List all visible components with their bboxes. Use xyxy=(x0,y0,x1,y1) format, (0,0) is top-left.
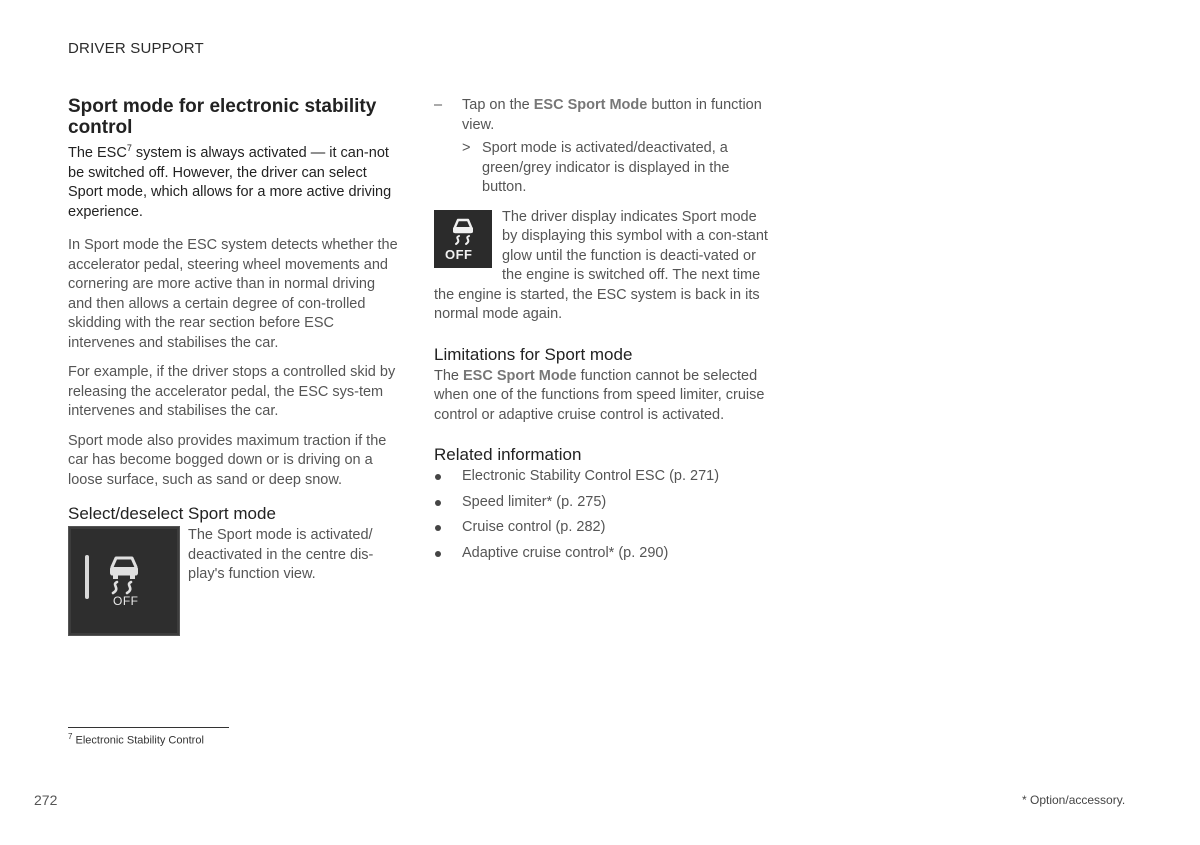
esc-sport-mode-term: ESC Sport Mode xyxy=(533,97,648,113)
related-link-adaptive-cruise[interactable]: Adaptive cruise control* (p. 290) xyxy=(434,544,770,564)
intro-text-b: system is always activated — it can-not be switched off. However, the driver can select Sport mode, which allows for a more active driving experience. xyxy=(68,145,392,220)
indicator-off-label: OFF xyxy=(445,246,473,262)
footnote-divider xyxy=(68,727,229,728)
footnote xyxy=(68,732,204,747)
button-off-label: OFF xyxy=(113,594,139,608)
body-paragraph-1: In Sport mode the ESC system detects whether the accelerator pedal, steering wheel movements and cornering are more active than in normal driving and then allows a certain degree of con-trolled skidding with the rear section before ESC intervenes and stabilises the car. xyxy=(68,237,398,351)
esc-off-indicator xyxy=(434,210,492,268)
indicator-text: The driver display indicates Sport mode by displaying this symbol with a con-stant glow until the function is deacti-vated or the engine is switched off. The next time the engine is started, the ESC system is back in its normal mode again. xyxy=(434,208,768,322)
intro-paragraph xyxy=(68,144,402,222)
limitations-paragraph xyxy=(434,367,770,426)
limitations-heading: Limitations for Sport mode xyxy=(434,344,633,364)
limits-text-b: function cannot be selected when one of the functions from speed limiter, cruise control or adaptive cruise control is activated. xyxy=(434,367,765,423)
body-paragraph-3: Sport mode also provides maximum traction if the car has become bogged down or is driving on a loose surface, such as sand or deep snow. xyxy=(68,432,387,488)
sport-mode-block xyxy=(68,526,402,638)
section-header: DRIVER SUPPORT xyxy=(68,40,204,57)
footnote-ref: 7 xyxy=(126,143,132,154)
middle-column xyxy=(434,96,770,569)
select-description: The Sport mode is activated/ deactivated in the centre dis-play's function view. xyxy=(188,527,374,582)
related-heading: Related information xyxy=(434,445,582,464)
step-text-b: button in function view. xyxy=(462,97,762,133)
related-list xyxy=(434,467,770,563)
page-number: 272 xyxy=(34,792,58,808)
intro-text-a: The ESC xyxy=(68,145,127,161)
page-title: Sport mode for electronic stability control xyxy=(68,96,377,138)
esc-sport-button-image xyxy=(68,526,180,636)
footnote-text: Electronic Stability Control xyxy=(72,734,204,747)
related-link-esc[interactable]: Electronic Stability Control ESC (p. 271) xyxy=(434,467,770,487)
left-column xyxy=(68,96,402,638)
esc-off-icon xyxy=(105,551,143,595)
esc-off-icon xyxy=(450,216,476,246)
indicator-bar xyxy=(85,555,89,599)
step-dash: – xyxy=(434,97,443,113)
esc-sport-mode-term: ESC Sport Mode xyxy=(463,367,577,384)
body-paragraph-2: For example, if the driver stops a controlled skid by releasing the accelerator pedal, the ESC sys-tem intervenes and stabilises the car. xyxy=(68,364,396,419)
result-text: Sport mode is activated/deactivated, a green/grey indicator is displayed in the button. xyxy=(482,140,730,195)
option-note: * Option/accessory. xyxy=(1022,793,1126,807)
related-link-cruise-control[interactable]: Cruise control (p. 282) xyxy=(434,518,770,538)
select-heading: Select/deselect Sport mode xyxy=(68,504,276,523)
step-text-a: Tap on the xyxy=(462,97,534,113)
instruction-result xyxy=(434,139,770,198)
limits-text-a: The xyxy=(434,367,464,384)
indicator-paragraph xyxy=(434,208,770,325)
instruction-step xyxy=(434,96,770,135)
footnote-number: 7 xyxy=(68,732,73,741)
related-link-speed-limiter[interactable]: Speed limiter* (p. 275) xyxy=(434,493,770,513)
result-marker: > xyxy=(462,140,471,156)
